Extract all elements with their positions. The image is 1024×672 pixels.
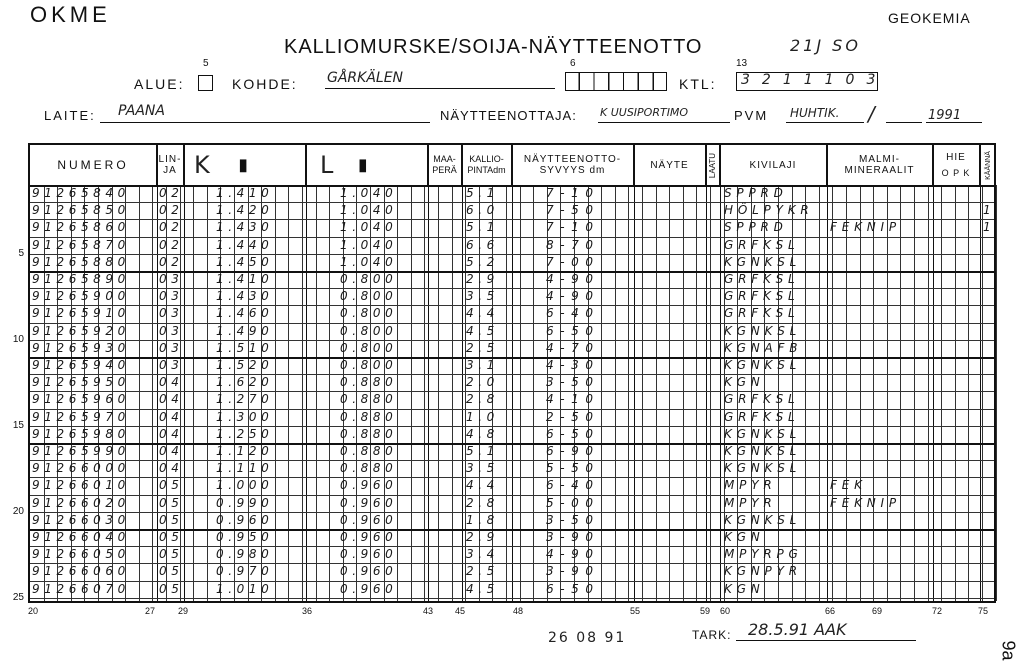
kohde-underline — [325, 88, 555, 89]
cell-syvyys: 4-10 — [546, 392, 600, 407]
grid-vline — [329, 185, 330, 601]
col-header-kaanna — [980, 145, 996, 185]
grid-vline-thick — [827, 145, 828, 601]
grid-vline-thick — [184, 145, 185, 601]
cell-linja: 03 — [159, 358, 184, 372]
cell-k: 1.620 — [216, 375, 274, 390]
cell-numero: 91266070 — [32, 581, 130, 596]
cell-l: 1.040 — [340, 186, 398, 200]
cell-syvyys: 7-50 — [546, 203, 600, 218]
side-mark: 9a — [998, 640, 1019, 661]
cell-numero: 91266020 — [32, 495, 130, 510]
grid-vline — [152, 185, 153, 601]
cell-kallio: 1.8 — [466, 512, 499, 527]
form-title: KALLIOMURSKE/SOIJA-NÄYTTEENOTTO — [284, 36, 703, 58]
grid-vline-thick — [306, 145, 307, 601]
grid-vline — [832, 185, 833, 601]
cell-kivilaji: HÖLPYKR — [724, 203, 814, 218]
cell-linja: 05 — [159, 512, 184, 527]
col-number: 59 — [700, 606, 711, 616]
cell-syvyys: 6-50 — [546, 323, 600, 338]
cell-syvyys: 4-30 — [546, 358, 600, 372]
cell-k: 1.120 — [216, 444, 274, 458]
cell-kivilaji: GRFKSL — [724, 272, 800, 286]
l-mark: ▮ — [358, 156, 369, 174]
cell-syvyys: 7-10 — [546, 186, 600, 200]
cell-kivilaji: KGNKSL — [724, 323, 802, 338]
col-number: 43 — [423, 606, 434, 616]
date-stamp: 26 08 91 — [548, 630, 627, 646]
cell-kivilaji: KGNPYR — [724, 564, 802, 579]
cell-kallio: 4.5 — [466, 581, 499, 596]
cell-k: 1.450 — [216, 254, 274, 269]
cell-kallio: 2.8 — [466, 495, 499, 510]
cell-syvyys: 3-90 — [546, 530, 600, 544]
cell-linja: 02 — [159, 237, 184, 252]
grid-vline — [316, 185, 317, 601]
grid-vline — [302, 185, 303, 601]
alue-label: ALUE: — [134, 76, 185, 92]
cell-linja: 05 — [159, 530, 184, 544]
grid-vline-thick — [933, 145, 934, 601]
cell-linja: 02 — [159, 220, 184, 235]
cell-k: 0.950 — [216, 530, 274, 544]
cell-k: 0.970 — [216, 564, 274, 579]
grid-vline-thick — [706, 145, 707, 601]
cell-kivilaji: KGN — [724, 530, 765, 544]
cell-numero: 91266030 — [32, 512, 130, 527]
cell-k: 1.520 — [216, 358, 274, 372]
cell-numero: 91265860 — [32, 220, 130, 235]
col-number: 75 — [978, 606, 989, 616]
col-header-numero: NUMERO — [30, 145, 157, 185]
grid-vline-thick — [157, 145, 158, 601]
cell-hie: 1 — [983, 203, 991, 218]
cell-linja: 04 — [159, 461, 184, 476]
cell-malmi: FEKNIP — [830, 495, 901, 510]
cell-numero: 91266040 — [32, 530, 130, 544]
cell-k: 1.430 — [216, 289, 274, 304]
cell-kivilaji: KGN — [724, 581, 765, 596]
cell-syvyys: 5-50 — [546, 461, 600, 476]
cell-kallio: 5.1 — [466, 220, 499, 235]
cell-k: 1.420 — [216, 203, 274, 218]
cell-kivilaji: KGNKSL — [724, 461, 802, 476]
col-number: 48 — [513, 606, 524, 616]
cell-syvyys: 7-00 — [546, 254, 600, 269]
grid-vline — [982, 185, 983, 601]
company-name: OKME — [30, 2, 111, 27]
col-number: 45 — [455, 606, 466, 616]
col-header-syvyys: NÄYTTEENOTTO- SYVYYS dm — [512, 145, 634, 185]
slash-mark: / — [868, 102, 875, 126]
cell-linja: 03 — [159, 306, 184, 321]
cell-kallio: 3.5 — [466, 289, 499, 304]
cell-kivilaji: MPYR — [724, 478, 777, 493]
title-note: 21J SO — [790, 36, 861, 55]
cell-l: 0.800 — [340, 323, 398, 338]
cell-kivilaji: KGNKSL — [724, 512, 802, 527]
col-header-maapera: MAA- PERÄ — [428, 145, 462, 185]
cell-l: 0.960 — [340, 547, 398, 562]
cell-syvyys: 6-50 — [546, 581, 600, 596]
nayttenottaja-label: NÄYTTEENOTTAJA: — [440, 108, 577, 123]
mid-num: 6 — [570, 58, 576, 69]
col-number: 60 — [720, 606, 731, 616]
cell-syvyys: 4-90 — [546, 289, 600, 304]
grid-vline — [207, 185, 208, 601]
cell-kivilaji: GRFKSL — [724, 306, 800, 321]
kaanna-label: KÄÄNNÄ — [984, 150, 992, 180]
year-underline — [886, 122, 922, 123]
cell-kivilaji: KGNKSL — [724, 358, 802, 372]
cell-linja: 03 — [159, 323, 184, 338]
cell-k: 1.490 — [216, 323, 274, 338]
grid-vline — [411, 185, 412, 601]
grid-vline-thick — [634, 145, 635, 601]
cell-syvyys: 5-00 — [546, 495, 600, 510]
grid-vline — [628, 185, 629, 601]
cell-numero: 91265910 — [32, 306, 130, 321]
cell-kivilaji: KGNKSL — [724, 254, 802, 269]
cell-kallio: 6.0 — [466, 203, 499, 218]
cell-syvyys: 3-50 — [546, 375, 600, 390]
nayttenottaja-value: K UUSIPORTIMO — [600, 106, 689, 119]
cell-kivilaji: KGNKSL — [724, 426, 802, 441]
col-number: 27 — [145, 606, 156, 616]
cell-kivilaji: GRFKSL — [724, 392, 800, 407]
cell-kivilaji: KGN — [724, 375, 765, 390]
cell-linja: 04 — [159, 409, 184, 424]
cell-l: 1.040 — [340, 237, 398, 252]
cell-kivilaji: KGNKSL — [724, 444, 802, 458]
cell-kivilaji: GRFKSL — [724, 237, 800, 252]
cell-kallio: 3.4 — [466, 547, 499, 562]
col-number: 72 — [932, 606, 943, 616]
col-header-l — [306, 145, 428, 185]
cell-syvyys: 7-10 — [546, 220, 600, 235]
cell-linja: 02 — [159, 203, 184, 218]
grid-vline — [955, 185, 956, 601]
cell-syvyys: 4-90 — [546, 272, 600, 286]
cell-linja: 05 — [159, 478, 184, 493]
cell-numero: 91265840 — [32, 186, 130, 200]
row-marker: 5 — [18, 247, 24, 259]
ktl-label: KTL: — [679, 76, 717, 92]
year-value: 1991 — [928, 108, 962, 123]
laite-underline — [100, 122, 430, 123]
grid-vline — [900, 185, 901, 601]
cell-l: 0.800 — [340, 306, 398, 321]
cell-k: 1.300 — [216, 409, 274, 424]
cell-linja: 05 — [159, 547, 184, 562]
grid-vline — [996, 185, 997, 601]
grid-vline — [696, 185, 697, 601]
row-marker: 25 — [12, 591, 24, 603]
data-table — [28, 143, 996, 603]
grid-vline — [941, 185, 942, 601]
cell-kallio: 3.1 — [466, 358, 499, 372]
grid-vline — [288, 185, 289, 601]
grid-vline — [873, 185, 874, 601]
cell-numero: 91265960 — [32, 392, 130, 407]
grid-vline — [438, 185, 439, 601]
cell-k: 0.960 — [216, 512, 274, 527]
ktl-value: 3211103 — [741, 72, 888, 88]
grid-vline — [520, 185, 521, 601]
laatu-label: LAATU — [708, 152, 718, 178]
grid-vline — [928, 185, 929, 601]
grid-vline — [914, 185, 915, 601]
cell-l: 0.960 — [340, 495, 398, 510]
grid-vline — [615, 185, 616, 601]
grid-vline — [710, 185, 711, 601]
cell-l: 0.880 — [340, 461, 398, 476]
grid-vline — [642, 185, 643, 601]
col-header-kivilaji: KIVILAJI — [720, 145, 827, 185]
grid-vline — [805, 185, 806, 601]
cell-k: 0.990 — [216, 495, 274, 510]
cell-l: 0.960 — [340, 530, 398, 544]
grid-vline — [887, 185, 888, 601]
cell-linja: 04 — [159, 444, 184, 458]
tark-value: 28.5.91 AAK — [748, 620, 847, 639]
l-letter: L — [320, 150, 335, 179]
cell-kallio: 4.5 — [466, 323, 499, 338]
col-number: 69 — [872, 606, 883, 616]
ktl-num: 13 — [736, 58, 748, 69]
grid-vline — [683, 185, 684, 601]
row-marker: 15 — [12, 419, 24, 431]
laite-label: LAITE: — [44, 108, 96, 123]
cell-kivilaji: MPYR — [724, 495, 777, 510]
grid-vline-thick — [428, 145, 429, 601]
cell-kallio: 5.1 — [466, 444, 499, 458]
cell-l: 0.880 — [340, 444, 398, 458]
cell-kivilaji: GRFKSL — [724, 289, 800, 304]
grid-vline — [656, 185, 657, 601]
cell-l: 1.040 — [340, 254, 398, 269]
col-number: 20 — [28, 606, 39, 616]
cell-kallio: 2.0 — [466, 375, 499, 390]
cell-numero: 91266050 — [32, 547, 130, 562]
kohde-value: GÅRKÄLEN — [327, 70, 404, 86]
cell-numero: 91265950 — [32, 375, 130, 390]
code-box-dividers — [565, 72, 667, 91]
col-header-laatu — [706, 145, 720, 185]
cell-hie: 1 — [983, 220, 991, 235]
cell-k: 1.110 — [216, 461, 274, 476]
pvm-underline — [786, 122, 864, 123]
grid-vline — [533, 185, 534, 601]
cell-l: 0.800 — [340, 358, 398, 372]
year-underline-2 — [926, 122, 982, 123]
row-marker: 10 — [12, 333, 24, 345]
cell-kallio: 2.5 — [466, 564, 499, 579]
cell-linja: 03 — [159, 340, 184, 355]
cell-l: 0.800 — [340, 289, 398, 304]
grid-vline — [819, 185, 820, 601]
cell-numero: 91265970 — [32, 409, 130, 424]
cell-linja: 02 — [159, 254, 184, 269]
col-header-nayte: NÄYTE — [634, 145, 706, 185]
cell-k: 1.250 — [216, 426, 274, 441]
cell-k: 1.510 — [216, 340, 274, 355]
tark-underline — [736, 640, 916, 641]
col-header-k — [184, 145, 306, 185]
cell-linja: 03 — [159, 272, 184, 286]
grid-vline — [860, 185, 861, 601]
cell-k: 1.430 — [216, 220, 274, 235]
col-number: 66 — [825, 606, 836, 616]
grid-vline — [424, 185, 425, 601]
cell-k: 1.410 — [216, 186, 274, 200]
k-letter: K — [194, 150, 211, 179]
cell-kallio: 5.2 — [466, 254, 499, 269]
cell-kallio: 5.1 — [466, 186, 499, 200]
col-header-linja: LIN- JA — [157, 145, 184, 185]
grid-vline-thick — [980, 145, 981, 601]
cell-l: 0.800 — [340, 340, 398, 355]
kohde-label: KOHDE: — [232, 76, 298, 92]
opk-label: O P K — [941, 167, 971, 178]
k-mark: ▮ — [238, 156, 249, 174]
tark-label: TARK: — [692, 628, 732, 642]
grid-vline — [452, 185, 453, 601]
cell-syvyys: 6-40 — [546, 478, 600, 493]
col-number: 55 — [630, 606, 641, 616]
cell-k: 1.010 — [216, 581, 274, 596]
cell-linja: 04 — [159, 392, 184, 407]
org-name: GEOKEMIA — [888, 10, 971, 26]
nayttenottaja-underline — [598, 122, 730, 123]
cell-l: 0.880 — [340, 409, 398, 424]
cell-k: 1.410 — [216, 272, 274, 286]
cell-syvyys: 2-50 — [546, 409, 600, 424]
laite-value: PAANA — [118, 103, 165, 119]
cell-linja: 04 — [159, 375, 184, 390]
cell-syvyys: 6-40 — [546, 306, 600, 321]
grid-vline — [601, 185, 602, 601]
grid-vline — [669, 185, 670, 601]
cell-kallio: 2.5 — [466, 340, 499, 355]
cell-kallio: 2.9 — [466, 530, 499, 544]
cell-k: 1.460 — [216, 306, 274, 321]
grid-vline — [193, 185, 194, 601]
cell-k: 1.000 — [216, 478, 274, 493]
cell-l: 0.960 — [340, 512, 398, 527]
cell-l: 0.960 — [340, 478, 398, 493]
cell-malmi: FEKNIP — [830, 220, 901, 235]
cell-linja: 02 — [159, 186, 184, 200]
cell-syvyys: 4-90 — [546, 547, 600, 562]
alue-num: 5 — [203, 58, 209, 69]
cell-syvyys: 4-70 — [546, 340, 600, 355]
grid-vline — [139, 185, 140, 601]
cell-kallio: 6.6 — [466, 237, 499, 252]
cell-linja: 05 — [159, 564, 184, 579]
cell-kivilaji: GRFKSL — [724, 409, 800, 424]
alue-checkbox[interactable] — [198, 75, 213, 91]
cell-malmi: FEK — [830, 478, 867, 493]
cell-l: 1.040 — [340, 220, 398, 235]
grid-vline — [275, 185, 276, 601]
col-header-malmimineraalit: MALMI- MINERAALIT — [827, 145, 933, 185]
hie-label: HIE — [946, 151, 966, 163]
cell-kivilaji: SPPRD — [724, 220, 788, 235]
cell-syvyys: 8-70 — [546, 237, 600, 252]
cell-numero: 91265900 — [32, 289, 130, 304]
cell-l: 0.880 — [340, 426, 398, 441]
cell-numero: 91265940 — [32, 358, 130, 372]
grid-vline — [968, 185, 969, 601]
cell-kallio: 3.5 — [466, 461, 499, 476]
cell-linja: 05 — [159, 581, 184, 596]
col-number: 36 — [302, 606, 313, 616]
row-marker: 20 — [12, 505, 24, 517]
cell-syvyys: 6-90 — [546, 444, 600, 458]
cell-syvyys: 6-50 — [546, 426, 600, 441]
cell-numero: 91265930 — [32, 340, 130, 355]
cell-kallio: 1.0 — [466, 409, 499, 424]
cell-k: 0.980 — [216, 547, 274, 562]
pvm-value: HUHTIK. — [790, 106, 840, 120]
col-number: 29 — [178, 606, 189, 616]
cell-l: 0.800 — [340, 272, 398, 286]
cell-numero: 91266060 — [32, 564, 130, 579]
grid-vline-thick — [462, 145, 463, 601]
cell-l: 0.880 — [340, 375, 398, 390]
col-header-hie — [933, 145, 980, 185]
cell-numero: 91265880 — [32, 254, 130, 269]
pvm-label: PVM — [734, 108, 769, 123]
cell-numero: 91265920 — [32, 323, 130, 338]
cell-l: 0.960 — [340, 564, 398, 579]
cell-syvyys: 3-50 — [546, 512, 600, 527]
cell-numero: 91265850 — [32, 203, 130, 218]
cell-kallio: 2.8 — [466, 392, 499, 407]
grid-vline-thick — [512, 145, 513, 601]
grid-vline-thick — [720, 145, 721, 601]
col-header-kalliopinta: KALLIO- PINTAdm — [462, 145, 512, 185]
cell-k: 1.440 — [216, 237, 274, 252]
cell-kallio: 4.4 — [466, 478, 499, 493]
cell-kivilaji: MPYRPG — [724, 547, 803, 562]
cell-l: 0.960 — [340, 581, 398, 596]
cell-linja: 05 — [159, 495, 184, 510]
cell-l: 0.880 — [340, 392, 398, 407]
cell-numero: 91265890 — [32, 272, 130, 286]
cell-kivilaji: SPPRD — [724, 186, 788, 200]
cell-numero: 91266000 — [32, 461, 130, 476]
cell-syvyys: 3-90 — [546, 564, 600, 579]
cell-l: 1.040 — [340, 203, 398, 218]
grid-vline — [846, 185, 847, 601]
cell-kallio: 2.9 — [466, 272, 499, 286]
cell-k: 1.270 — [216, 392, 274, 407]
cell-numero: 91265990 — [32, 444, 130, 458]
cell-numero: 91266010 — [32, 478, 130, 493]
cell-kallio: 4.4 — [466, 306, 499, 321]
cell-kallio: 4.8 — [466, 426, 499, 441]
grid-vline — [506, 185, 507, 601]
cell-kivilaji: KGNAFB — [724, 340, 803, 355]
cell-numero: 91265980 — [32, 426, 130, 441]
cell-linja: 03 — [159, 289, 184, 304]
cell-linja: 04 — [159, 426, 184, 441]
cell-numero: 91265870 — [32, 237, 130, 252]
